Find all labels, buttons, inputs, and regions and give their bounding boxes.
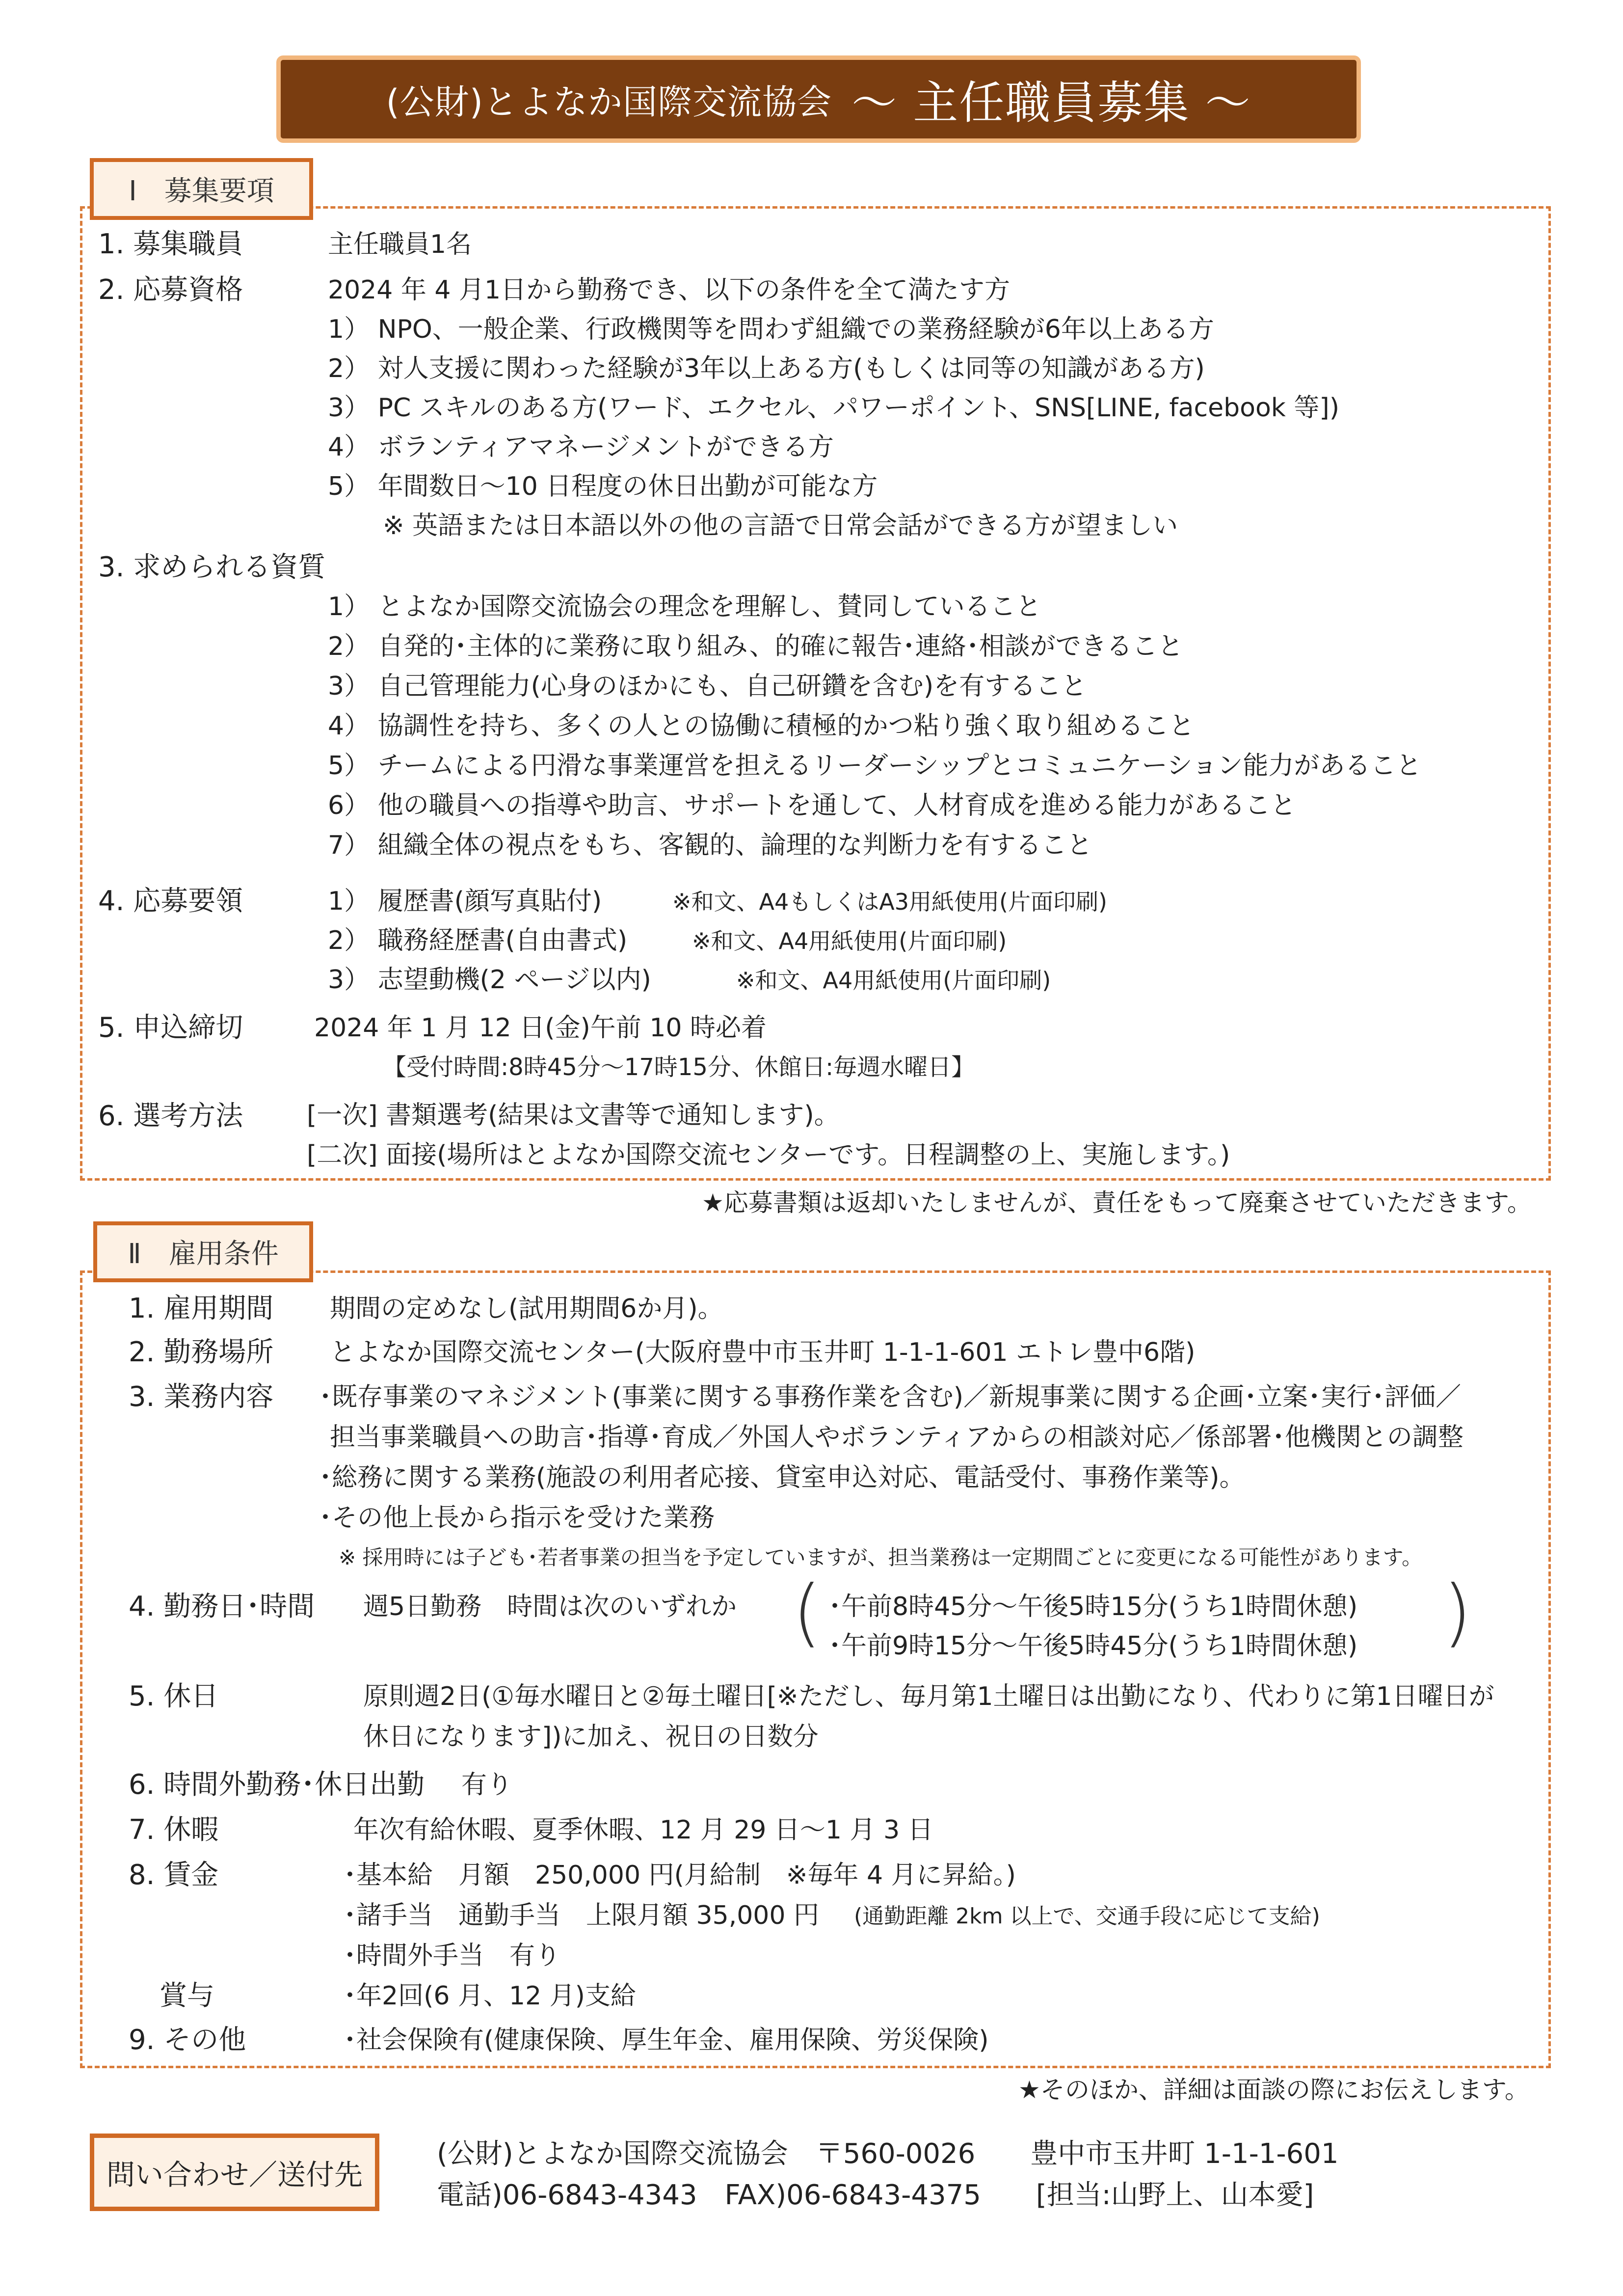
s2-5-line-2: 休日になります])に加え、祝日の日数分 [363, 1722, 819, 1752]
s1-3-sub-6: 6） 他の職員への指導や助言、サポートを通して、人材育成を進める能力があること [328, 791, 1296, 820]
s2-label-6: 6. 時間外勤務･休日出勤 [129, 1769, 425, 1801]
s2-3-note: ※ 採用時には子ども･若者事業の担当を予定していますが、担当業務は一定期間ごとに変更になる可能性があります。 [339, 1545, 1423, 1569]
s2-3-line-1: ･既存事業のマネジメント(事業に関する事務作業を含む)／新規事業に関する企画･立案･実行･評価／ [319, 1382, 1462, 1412]
s2-3-line-4: ･その他上長から指示を受けた業務 [319, 1503, 715, 1533]
s1-6-sub-1: [一次] 書類選考(結果は文書等で通知します)。 [307, 1101, 840, 1130]
page-title: ～ 主任職員募集 ～ [851, 77, 1251, 129]
s1-label-4: 4. 応募要領 [98, 885, 243, 917]
s1-text-1: 主任職員1名 [328, 230, 472, 259]
s1-3-sub-1: 1） とよなか国際交流協会の理念を理解し、賛同していること [328, 592, 1041, 621]
s1-4-sub-3b: ※和文、A4用紙使用(片面印刷) [736, 967, 1051, 994]
s2-bonus-text: ･年2回(6 月、12 月)支給 [344, 1981, 636, 2011]
s1-2-sub-2: 2） 対人支援に関わった経験が3年以上ある方(もしくは同等の知識がある方) [328, 354, 1205, 383]
s2-3-line-2: 担当事業職員への助言･指導･育成／外国人やボランティアからの相談対応／係部署･他機関との調整 [330, 1423, 1463, 1452]
s1-2-note: ※ 英語または日本語以外の他の言語で日常会話ができる方が望ましい [383, 511, 1178, 540]
s1-4-sub-1b: ※和文、A4もしくはA3用紙使用(片面印刷) [672, 889, 1107, 915]
s2-label-9: 9. その他 [129, 2024, 246, 2056]
s1-2-sub-3: 3） PC スキルのある方(ワード、エクセル、パワーポイント、SNS[LINE, facebook 等]) [328, 393, 1339, 423]
s2-4-option-1: ･午前8時45分～午後5時15分(うち1時間休憩) [828, 1592, 1358, 1621]
bracket-right: ) [1443, 1570, 1472, 1655]
s2-text-6: 有り [461, 1770, 513, 1800]
s2-label-5: 5. 休日 [129, 1680, 219, 1712]
title-org: (公財)とよなか国際交流協会 [386, 81, 832, 122]
s2-label-7: 7. 休暇 [129, 1814, 219, 1846]
s1-3-sub-5: 5） チームによる円滑な事業運営を担えるリーダーシップとコミュニケーション能力があること [328, 751, 1422, 781]
s1-3-sub-2: 2） 自発的･主体的に業務に取り組み、的確に報告･連絡･相談ができること [328, 632, 1183, 661]
s1-label-6: 6. 選考方法 [98, 1100, 243, 1132]
s1-label-2: 2. 応募資格 [98, 274, 243, 306]
s1-3-sub-3: 3） 自己管理能力(心身のほかにも、自己研鑽を含む)を有すること [328, 672, 1087, 701]
bracket-left: ( [793, 1570, 822, 1655]
s1-4-sub-1a: 1） 履歴書(顔写真貼付) [328, 887, 602, 916]
s1-4-sub-3a: 3） 志望動機(2 ページ以内) [328, 965, 651, 995]
s2-label-4: 4. 勤務日･時間 [129, 1591, 315, 1622]
s1-2-sub-5: 5） 年間数日～10 日程度の休日出勤が可能な方 [328, 472, 878, 501]
s2-text-4: 週5日勤務 時間は次のいずれか [363, 1592, 737, 1621]
s1-6-sub-2: [二次] 面接(場所はとよなか国際交流センターです。日程調整の上、実施します。) [307, 1140, 1230, 1170]
s1-label-3: 3. 求められる資質 [98, 551, 326, 583]
s1-2-sub-1: 1） NPO、一般企業、行政機関等を問わず組織での業務経験が6年以上ある方 [328, 315, 1214, 344]
s1-4-sub-2a: 2） 職務経歴書(自由書式) [328, 926, 628, 955]
s2-label-2: 2. 勤務場所 [129, 1336, 274, 1368]
s2-8-allowance-note: (通勤距離 2km 以上で、交通手段に応じて支給) [854, 1904, 1320, 1929]
s2-5-line-1: 原則週2日(①毎水曜日と②毎土曜日[※ただし、毎月第1土曜日は出勤になり、代わりに第1日曜日が [363, 1682, 1494, 1711]
s1-label-5: 5. 申込締切 [98, 1012, 243, 1044]
contact-line-2: 電話)06-6843-4343 FAX)06-6843-4375 [担当:山野上、山本愛] [437, 2179, 1314, 2211]
s2-3-line-3: ･総務に関する業務(施設の利用者応接、貸室申込対応、電話受付、事務作業等)。 [319, 1463, 1245, 1492]
title-banner [276, 55, 1361, 143]
s2-text-9: ･社会保険有(健康保険、厚生年金、雇用保険、労災保険) [344, 2026, 989, 2055]
s1-text-2: 2024 年 4 月1日から勤務でき、以下の条件を全て満たす方 [328, 275, 1011, 305]
s2-8-line-3: ･時間外手当 有り [344, 1941, 561, 1971]
s2-footnote: ★そのほか、詳細は面談の際にお伝えします。 [1018, 2076, 1529, 2104]
s1-label-1: 1. 募集職員 [98, 228, 243, 260]
s1-5-sub: 【受付時間:8時45分～17時15分、休館日:毎週水曜日】 [383, 1053, 975, 1081]
s1-2-sub-4: 4） ボランティアマネージメントができる方 [328, 432, 834, 462]
s2-8-line-1: ･基本給 月額 250,000 円(月給制 ※毎年 4 月に昇給。) [344, 1861, 1016, 1890]
s2-text-7: 年次有給休暇、夏季休暇、12 月 29 日～1 月 3 日 [353, 1815, 933, 1845]
section2-tab: Ⅱ 雇用条件 [93, 1221, 313, 1282]
s1-3-sub-7: 7） 組織全体の視点をもち、客観的、論理的な判断力を有すること [328, 831, 1092, 860]
s2-bonus-label: 賞与 [160, 1980, 214, 2012]
s2-8-line-2: ･諸手当 通勤手当 上限月額 35,000 円 [344, 1901, 820, 1930]
s2-label-3: 3. 業務内容 [129, 1381, 274, 1413]
s1-3-sub-4: 4） 協調性を持ち、多くの人との協働に積極的かつ粘り強く取り組めること [328, 711, 1195, 741]
s2-text-1: 期間の定めなし(試用期間6か月)。 [330, 1294, 723, 1324]
s2-4-option-2: ･午前9時15分～午後5時45分(うち1時間休憩) [828, 1631, 1358, 1661]
s1-footnote: ★応募書類は返却いたしませんが、責任をもって廃棄させていただきます。 [702, 1189, 1532, 1217]
contact-line-1: (公財)とよなか国際交流協会 〒560-0026 豊中市玉井町 1-1-1-601 [437, 2138, 1339, 2170]
s1-4-sub-2b: ※和文、A4用紙使用(片面印刷) [692, 928, 1007, 954]
s1-text-5: 2024 年 1 月 12 日(金)午前 10 時必着 [314, 1013, 767, 1043]
s2-label-1: 1. 雇用期間 [129, 1293, 274, 1324]
section1-tab: Ⅰ 募集要項 [90, 158, 313, 220]
s2-label-8: 8. 賃金 [129, 1859, 219, 1891]
contact-tab: 問い合わせ／送付先 [90, 2134, 379, 2211]
s2-text-2: とよなか国際交流センター(大阪府豊中市玉井町 1-1-1-601 エトレ豊中6階) [330, 1338, 1196, 1367]
